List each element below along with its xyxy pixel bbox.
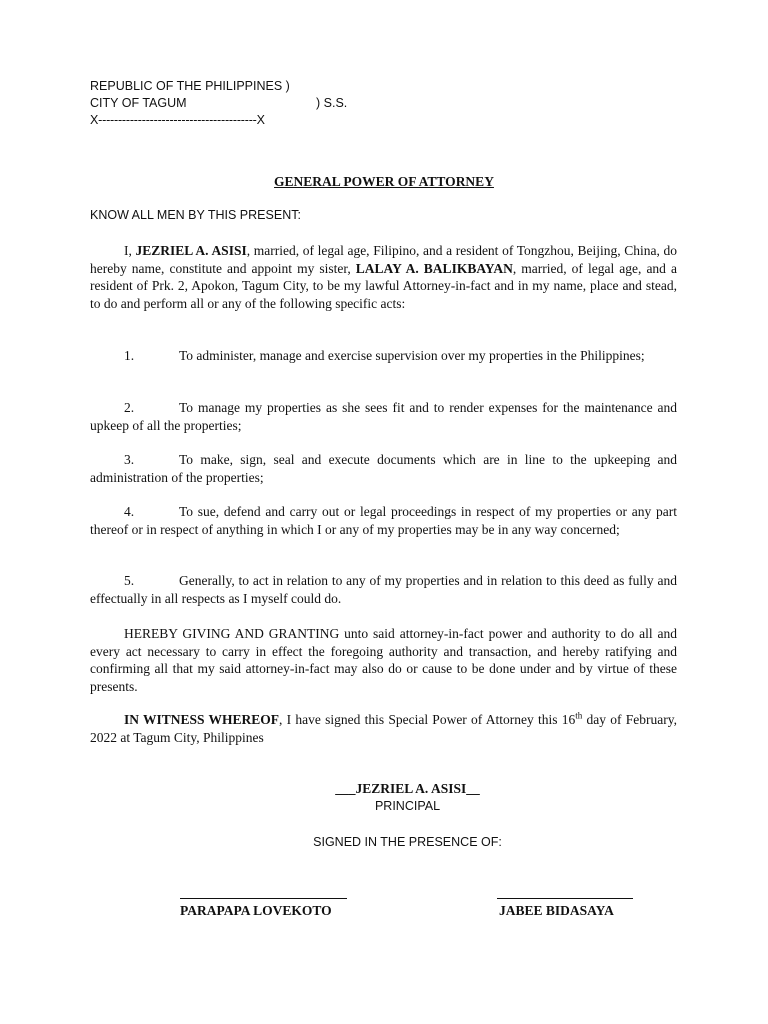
witness-2-signature-line [497, 898, 633, 899]
act-item-2 [90, 399, 677, 434]
header-city: CITY OF TAGUM [90, 96, 187, 110]
act-text: Generally, to act in relation to any of my properties and in relation to this deed as fully and effectually in all respects as I myself could do. [90, 573, 677, 606]
principal-role: PRINCIPAL [374, 799, 441, 813]
witness-paragraph [90, 711, 677, 746]
witness-lead: IN WITNESS WHEREOF [124, 712, 280, 727]
intro-text-1: I, [124, 243, 136, 258]
witness-text-1: , I have signed this Special Power of Attorney this 16 [279, 712, 576, 727]
granting-paragraph [90, 625, 677, 695]
act-text: To make, sign, seal and execute documents which are in line to the upkeeping and administration of the properties; [90, 452, 677, 485]
principal-name: JEZRIEL A. ASISI [135, 243, 247, 258]
witness-1-signature-line [180, 898, 347, 899]
act-item-5 [90, 572, 677, 607]
act-number: 1. [124, 348, 135, 363]
act-text: To sue, defend and carry out or legal proceedings in respect of my properties or any part thereof or in respect of anything in which I or any of my properties may be in any way concerned; [90, 504, 677, 537]
act-number: 2. [124, 400, 135, 415]
granting-text: HEREBY GIVING AND GRANTING unto said attorney-in-fact power and authority to do all and every act necessary to carry in effect the foregoing authority and transaction, and hereby ratifying and confirming all that my said attorney-in-fact may also do or cause to be done under and by virtue of these presents. [90, 626, 677, 694]
act-item-3 [90, 451, 677, 486]
header-separator: X----------------------------------------X [90, 113, 265, 127]
principal-signature-name: ___JEZRIEL A. ASISI__ [335, 781, 480, 796]
act-text: To manage my properties as she sees fit and to render expenses for the maintenance and upkeep of all the properties; [90, 400, 677, 433]
intro-text-2: , married, of legal age, Filipino, and a resident of Tongzhou, Beijing, China, do hereby name, constitute and appoint my sister, [90, 243, 678, 276]
witness-1-name: PARAPAPA LOVEKOTO [180, 903, 332, 918]
act-number: 3. [124, 452, 135, 467]
witness-superscript: th [575, 710, 583, 721]
act-number: 5. [124, 573, 135, 588]
header-ss: ) S.S. [316, 96, 348, 110]
act-item-1 [90, 347, 677, 365]
greeting: KNOW ALL MEN BY THIS PRESENT: [90, 208, 301, 222]
presence-heading: SIGNED IN THE PRESENCE OF: [313, 835, 502, 849]
witness-2-name: JABEE BIDASAYA [499, 903, 614, 918]
attorney-name: LALAY A. BALIKBAYAN [355, 260, 513, 276]
act-number: 4. [124, 504, 135, 519]
header-republic: REPUBLIC OF THE PHILIPPINES ) [90, 79, 290, 93]
intro-text-3: , married, of legal age, and a resident of Prk. 2, Apokon, Tagum City, to be my lawful Attorney-in-fact and in my name, place and stead, to do and perform all or any of the following specific acts: [90, 260, 677, 311]
witness-text-2: day of February, 2022 at Tagum City, Philippines [90, 712, 677, 745]
act-text: To administer, manage and exercise supervision over my properties in the Philippines; [179, 348, 645, 363]
intro-paragraph [90, 242, 677, 312]
act-item-4 [90, 503, 677, 538]
document-title: GENERAL POWER OF ATTORNEY [274, 174, 494, 189]
